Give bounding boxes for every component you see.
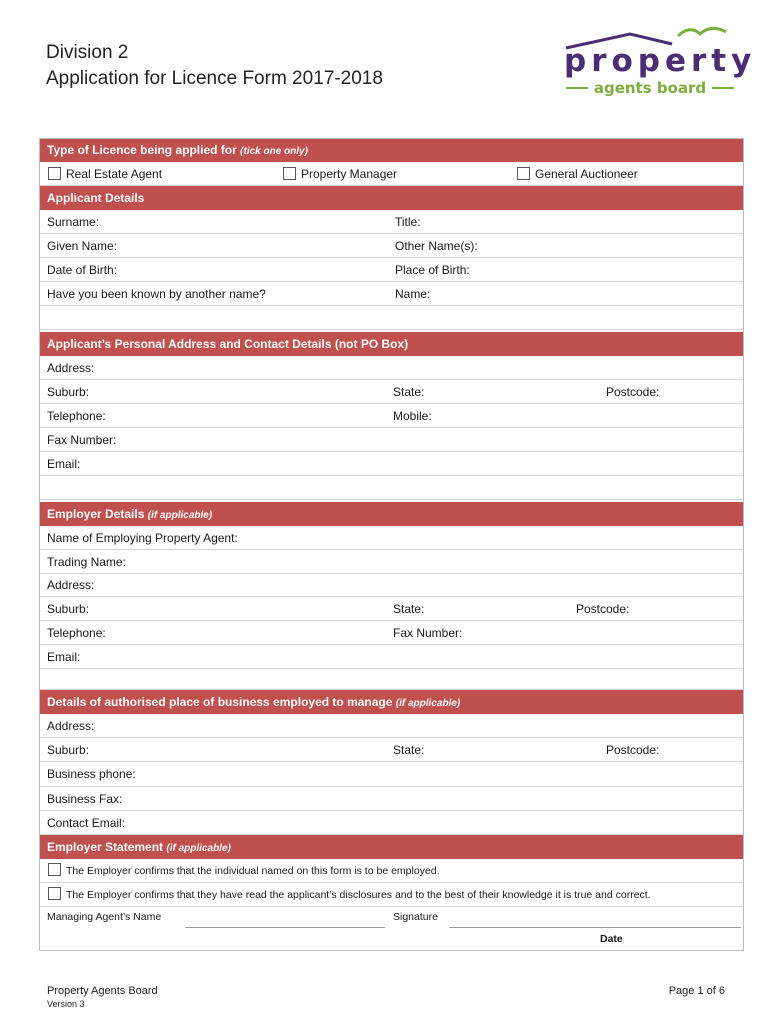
managing-agent-name-line[interactable] [185,927,385,928]
other-names-label: Other Name(s): [395,239,478,253]
confirm-disclosures-text: The Employer confirms that they have read the applicant’s disclosures and to the best of their knowledge it is true and correct. [66,889,651,901]
row-employer-address[interactable] [40,574,743,597]
footer-version: Version 3 [47,999,85,1009]
other-name-label: Name: [395,287,431,301]
fax-label: Fax Number: [47,433,117,447]
row-blank-employer[interactable] [40,669,743,690]
confirm-employment-text: The Employer confirms that the individual named on this form is to be employed. [66,865,440,877]
checkbox-confirm-disclosures[interactable] [48,887,61,900]
state-label: State: [393,385,425,399]
row-employer-suburb[interactable] [40,597,743,621]
business-suburb-label: Suburb: [47,743,90,757]
postcode-label: Postcode: [606,385,660,399]
statement-heading-note: (if applicable) [166,843,231,854]
telephone-label: Telephone: [47,409,106,423]
row-contact-email[interactable] [40,811,743,835]
row-blank-applicant[interactable] [40,306,743,330]
row-telephone-mobile[interactable] [40,404,743,428]
row-confirm-employment[interactable] [40,859,743,883]
licence-type-header [40,139,743,162]
row-business-suburb[interactable] [40,738,743,762]
employer-heading-note: (if applicable) [147,510,213,521]
row-business-phone[interactable] [40,762,743,787]
application-form [39,138,744,951]
pob-label: Place of Birth: [395,263,470,277]
signature-line[interactable] [449,927,741,928]
logo-subtitle [560,78,740,98]
checkbox-property-manager[interactable] [283,167,296,180]
dob-label: Date of Birth: [47,263,118,277]
business-fax-label: Business Fax: [47,792,123,806]
row-blank-address[interactable] [40,476,743,500]
business-heading-note: (if applicable) [395,698,461,709]
contact-email-label: Contact Email: [47,816,126,830]
employer-fax-label: Fax Number: [393,626,463,640]
row-given-other-names[interactable] [40,234,743,258]
licence-option-property-manager[interactable] [283,162,397,186]
personal-address-header: Applicant’s Personal Address and Contact Details (not PO Box) [40,332,743,356]
business-heading: Details of authorised place of business employed to manage [47,695,393,709]
signature-label: Signature [393,911,438,923]
row-birth-details[interactable] [40,258,743,282]
logo-word: property [564,43,757,79]
row-employer-phone-fax[interactable] [40,621,743,645]
footer-page-number: Page 1 of 6 [668,985,725,997]
employer-postcode-label: Postcode: [576,602,630,616]
row-signatures [40,907,743,933]
confirm-employment-option[interactable] [48,859,440,883]
business-phone-label: Business phone: [47,767,136,781]
employer-heading: Employer Details [47,507,145,521]
logo-rule-left [566,87,588,89]
address-label: Address: [47,361,95,375]
date-label: Date [600,933,623,945]
label-general-auctioneer: General Auctioneer [535,167,638,181]
row-known-as[interactable] [40,282,743,306]
licence-options-row [40,162,743,186]
confirm-disclosures-option[interactable] [48,883,651,907]
suburb-label: Suburb: [47,385,90,399]
known-as-label: Have you been known by another name? [47,287,266,301]
row-email[interactable] [40,452,743,476]
statement-heading: Employer Statement [47,840,164,854]
licence-option-auctioneer[interactable] [517,162,638,186]
title-line-division: Division 2 [46,42,129,63]
employer-state-label: State: [393,602,425,616]
footer-org-name: Property Agents Board [47,985,158,997]
footer-organisation [47,985,158,1009]
email-label: Email: [47,457,81,471]
given-name-label: Given Name: [47,239,118,253]
managing-agent-label: Managing Agent’s Name [47,911,162,923]
business-state-label: State: [393,743,425,757]
business-postcode-label: Postcode: [606,743,660,757]
title-label: Title: [395,215,421,229]
row-business-fax[interactable] [40,787,743,811]
surname-label: Surname: [47,215,100,229]
licence-type-heading: Type of Licence being applied for [47,143,237,157]
checkbox-confirm-employment[interactable] [48,863,61,876]
row-address[interactable] [40,356,743,380]
row-confirm-disclosures[interactable] [40,883,743,907]
employer-address-label: Address: [47,578,95,592]
row-employing-agent[interactable] [40,526,743,550]
checkbox-general-auctioneer[interactable] [517,167,530,180]
checkbox-real-estate-agent[interactable] [48,167,61,180]
licence-option-real-estate[interactable] [48,162,162,186]
trading-name-label: Trading Name: [47,555,126,569]
employer-email-label: Email: [47,650,81,664]
employer-statement-header [40,835,743,859]
logo-subtitle-text: agents board [593,79,707,97]
licence-type-note: (tick one only) [240,146,308,157]
row-fax[interactable] [40,428,743,452]
row-employer-email[interactable] [40,645,743,669]
row-surname-title[interactable] [40,210,743,234]
mobile-label: Mobile: [393,409,432,423]
employing-agent-label: Name of Employing Property Agent: [47,531,238,545]
row-trading-name[interactable] [40,550,743,574]
document-title [46,40,383,92]
title-line-form: Application for Licence Form 2017-2018 [46,68,383,89]
row-suburb-state[interactable] [40,380,743,404]
label-property-manager: Property Manager [301,167,398,181]
employer-telephone-label: Telephone: [47,626,106,640]
business-place-header [40,690,743,714]
business-address-label: Address: [47,719,95,733]
applicant-details-header: Applicant Details [40,186,743,210]
row-business-address[interactable] [40,714,743,738]
property-agents-board-logo [560,24,757,102]
employer-details-header [40,502,743,526]
employer-suburb-label: Suburb: [47,602,90,616]
row-date[interactable] [40,931,743,951]
logo-rule-right [712,87,734,89]
label-real-estate-agent: Real Estate Agent [66,167,163,181]
